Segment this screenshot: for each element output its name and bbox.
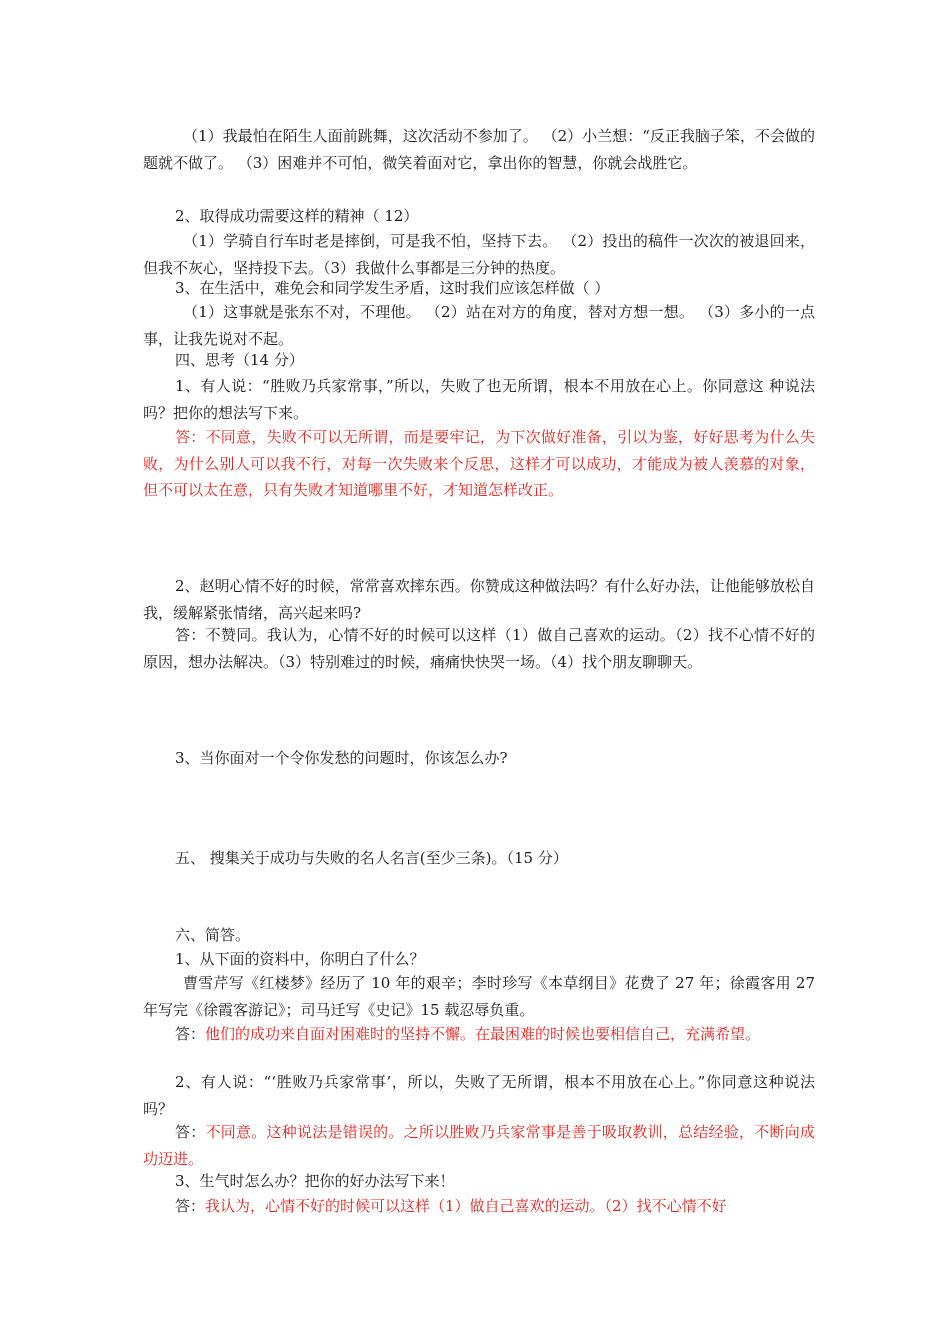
- answer-3-prefix: 答：: [175, 1197, 206, 1215]
- section4-question-3: 3、当你面对一个令你发愁的问题时，你该怎么办?: [175, 749, 508, 767]
- section6-question-3: 3、生气时怎么办？把你的好办法写下来！: [175, 1172, 455, 1190]
- section3-q2-title: 2、取得成功需要这样的精神（ 12）: [175, 207, 419, 225]
- section4-heading: 四、思考（14 分）: [175, 351, 304, 369]
- section4-question-2: 2、赵明心情不好的时候，常常喜欢摔东西。你赞成这种做法吗？有什么好办法，让他能够放松自我，缓解紧张情绪，高兴起来吗?: [143, 577, 815, 622]
- section6-question-2: 2、有人说：“‘胜败乃兵家常事’，所以，失败了无所谓，根本不用放在心上。”你同意这种说法吗？: [143, 1073, 815, 1118]
- section3-q1-options: （1）我最怕在陌生人面前跳舞，这次活动不参加了。 （2）小兰想：“反正我脑子笨，不会做的题就不做了。 （3）困难并不可怕，微笑着面对它，拿出你的智慧，你就会战胜它。: [143, 127, 815, 172]
- answer-2-text: 不同意。这种说法是错误的。之所以胜败乃兵家常事是善于吸取教训，总结经验，不断向成功迈进。: [143, 1123, 815, 1168]
- section3-q3-title: 3、在生活中，难免会和同学发生矛盾，这时我们应该怎样做（ ）: [175, 279, 610, 297]
- section6-question-1: 1、从下面的资料中，你明白了什么？: [175, 950, 425, 968]
- answer-3-text: 我认为，心情不好的时候可以这样（1）做自己喜欢的运动。（2）找不心情不好: [205, 1197, 727, 1215]
- section6-answer-2: [143, 1119, 815, 1172]
- answer-1-prefix: 答：: [175, 1025, 206, 1043]
- section6-material: 曹雪芹写《红楼梦》经历了 10 年的艰辛；李时珍写《本草纲目》花费了 27 年；徐霞客用 27 年写完《徐霞客游记》；司马迁写《史记》15 载忍辱负重。: [143, 974, 815, 1019]
- answer-2-prefix: 答：: [175, 1123, 206, 1141]
- section4-answer-1: 答：不同意，失败不可以无所谓，而是要牢记，为下次做好准备，引以为鉴，好好思考为什么失败，为什么别人可以我不行，对每一次失败来个反思，这样才可以成功，才能成为被人羡慕的对象，但不可以太在意，只有失败才知道哪里不好，才知道怎样改正。: [143, 428, 815, 499]
- section6-answer-3: [143, 1193, 815, 1220]
- section5-heading: 五、 搜集关于成功与失败的名人名言(至少三条)。（15 分）: [175, 849, 568, 867]
- section4-answer-2: 答：不赞同。我认为，心情不好的时候可以这样（1）做自己喜欢的运动。（2）找不心情不好的原因，想办法解决。（3）特别难过的时候，痛痛快快哭一场。（4）找个朋友聊聊天。: [143, 626, 815, 671]
- section3-q3-options: （1）这事就是张东不对，不理他。 （2）站在对方的角度，替对方想一想。 （3）多小的一点事，让我先说对不起。: [143, 303, 815, 348]
- section6-heading: 六、简答。: [175, 926, 251, 944]
- section4-question-1: 1、有人说：“胜败乃兵家常事，”所以，失败了也无所谓，根本不用放在心上。你同意这 种说法吗？把你的想法写下来。: [143, 377, 815, 422]
- answer-1-text: 他们的成功来自面对困难时的坚持不懈。在最困难的时候也要相信自己，充满希望。: [205, 1025, 761, 1043]
- section6-answer-1: [143, 1021, 815, 1048]
- section3-q2-options: （1）学骑自行车时老是摔倒，可是我不怕，坚持下去。 （2）投出的稿件一次次的被退回来，但我不灰心，坚持投下去。（3）我做什么事都是三分钟的热度。: [143, 232, 815, 277]
